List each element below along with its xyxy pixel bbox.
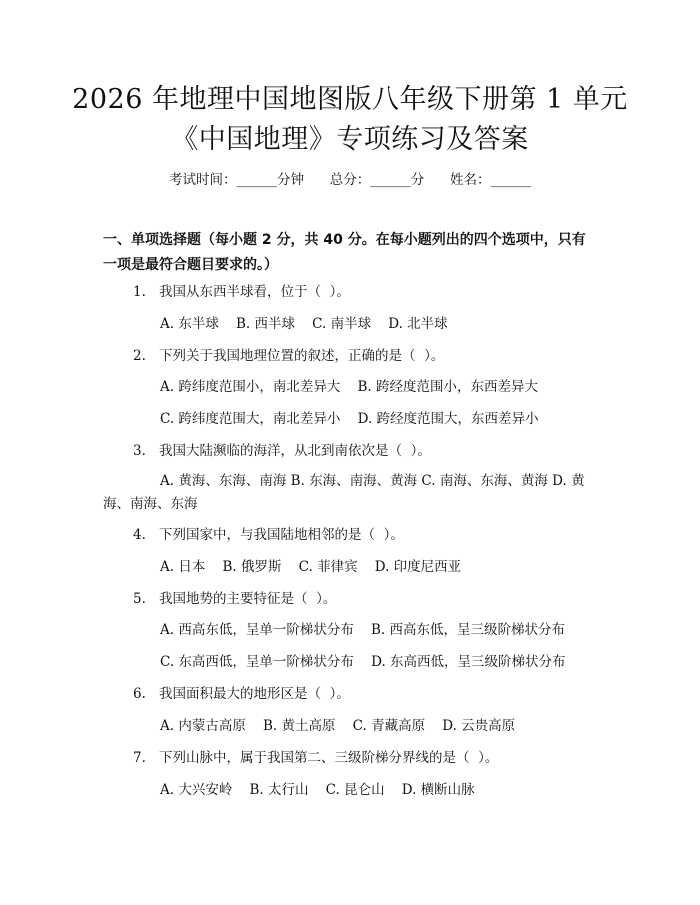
- question-2: [133, 346, 444, 366]
- question-text: 我国地势的主要特征是（ ）。: [159, 591, 337, 607]
- question-number: 7.: [133, 750, 146, 766]
- question-number: 1.: [133, 284, 146, 300]
- question-7-options: A. 大兴安岭 B. 太行山 C. 昆仑山 D. 横断山脉: [160, 782, 475, 798]
- question-6-options: A. 内蒙古高原 B. 黄土高原 C. 青藏高原 D. 云贵高原: [160, 718, 516, 734]
- question-5-options-cd: C. 东高西低，呈单一阶梯状分布 D. 东高西低，呈三级阶梯状分布: [160, 654, 566, 670]
- section-heading: 一、单项选择题（每小题 2 分，共 40 分。在每小题列出的四个选项中，只有一项是最符合题目要求的。）: [103, 232, 586, 273]
- question-4-options: A. 日本 B. 俄罗斯 C. 菲律宾 D. 印度尼西亚: [160, 559, 462, 575]
- question-1: [133, 282, 350, 302]
- question-text: 下列关于我国地理位置的叙述，正确的是（ ）。: [159, 348, 445, 364]
- exam-info-line: 考试时间：______分钟 总分：______分 姓名：______: [169, 172, 531, 188]
- document-title-line-1: 2026 年地理中国地图版八年级下册第 1 单元: [72, 84, 628, 115]
- question-text: 我国大陆濒临的海洋，从北到南依次是（ ）。: [159, 443, 431, 459]
- question-5: [133, 589, 336, 609]
- question-4: [133, 525, 404, 545]
- question-text: 我国从东西半球看，位于（ ）。: [159, 284, 350, 300]
- question-2-options-cd: C. 跨纬度范围大，南北差异小 D. 跨经度范围大，东西差异小: [160, 411, 539, 427]
- question-3: [133, 441, 431, 461]
- question-5-options-ab: A. 西高东低，呈单一阶梯状分布 B. 西高东低，呈三级阶梯状分布: [160, 622, 565, 638]
- question-number: 6.: [133, 686, 146, 702]
- question-number: 2.: [133, 348, 146, 364]
- question-text: 下列山脉中，属于我国第二、三级阶梯分界线的是（ ）。: [159, 750, 499, 766]
- question-number: 4.: [133, 527, 146, 543]
- question-2-options-ab: A. 跨纬度范围小，南北差异大 B. 跨经度范围小，东西差异大: [160, 379, 538, 395]
- document-title-line-2: 《中国地理》专项练习及答案: [171, 124, 529, 155]
- question-6: [133, 684, 350, 704]
- question-text: 我国面积最大的地形区是（ ）。: [159, 686, 350, 702]
- question-1-options: A. 东半球 B. 西半球 C. 南半球 D. 北半球: [160, 316, 448, 332]
- question-7: [133, 748, 498, 768]
- question-number: 3.: [133, 443, 146, 459]
- question-number: 5.: [133, 591, 146, 607]
- question-3-options: A. 黄海、东海、南海 B. 东海、南海、黄海 C. 南海、东海、黄海 D. 黄海、南海、东海: [103, 473, 585, 512]
- question-text: 下列国家中，与我国陆地相邻的是（ ）。: [159, 527, 404, 543]
